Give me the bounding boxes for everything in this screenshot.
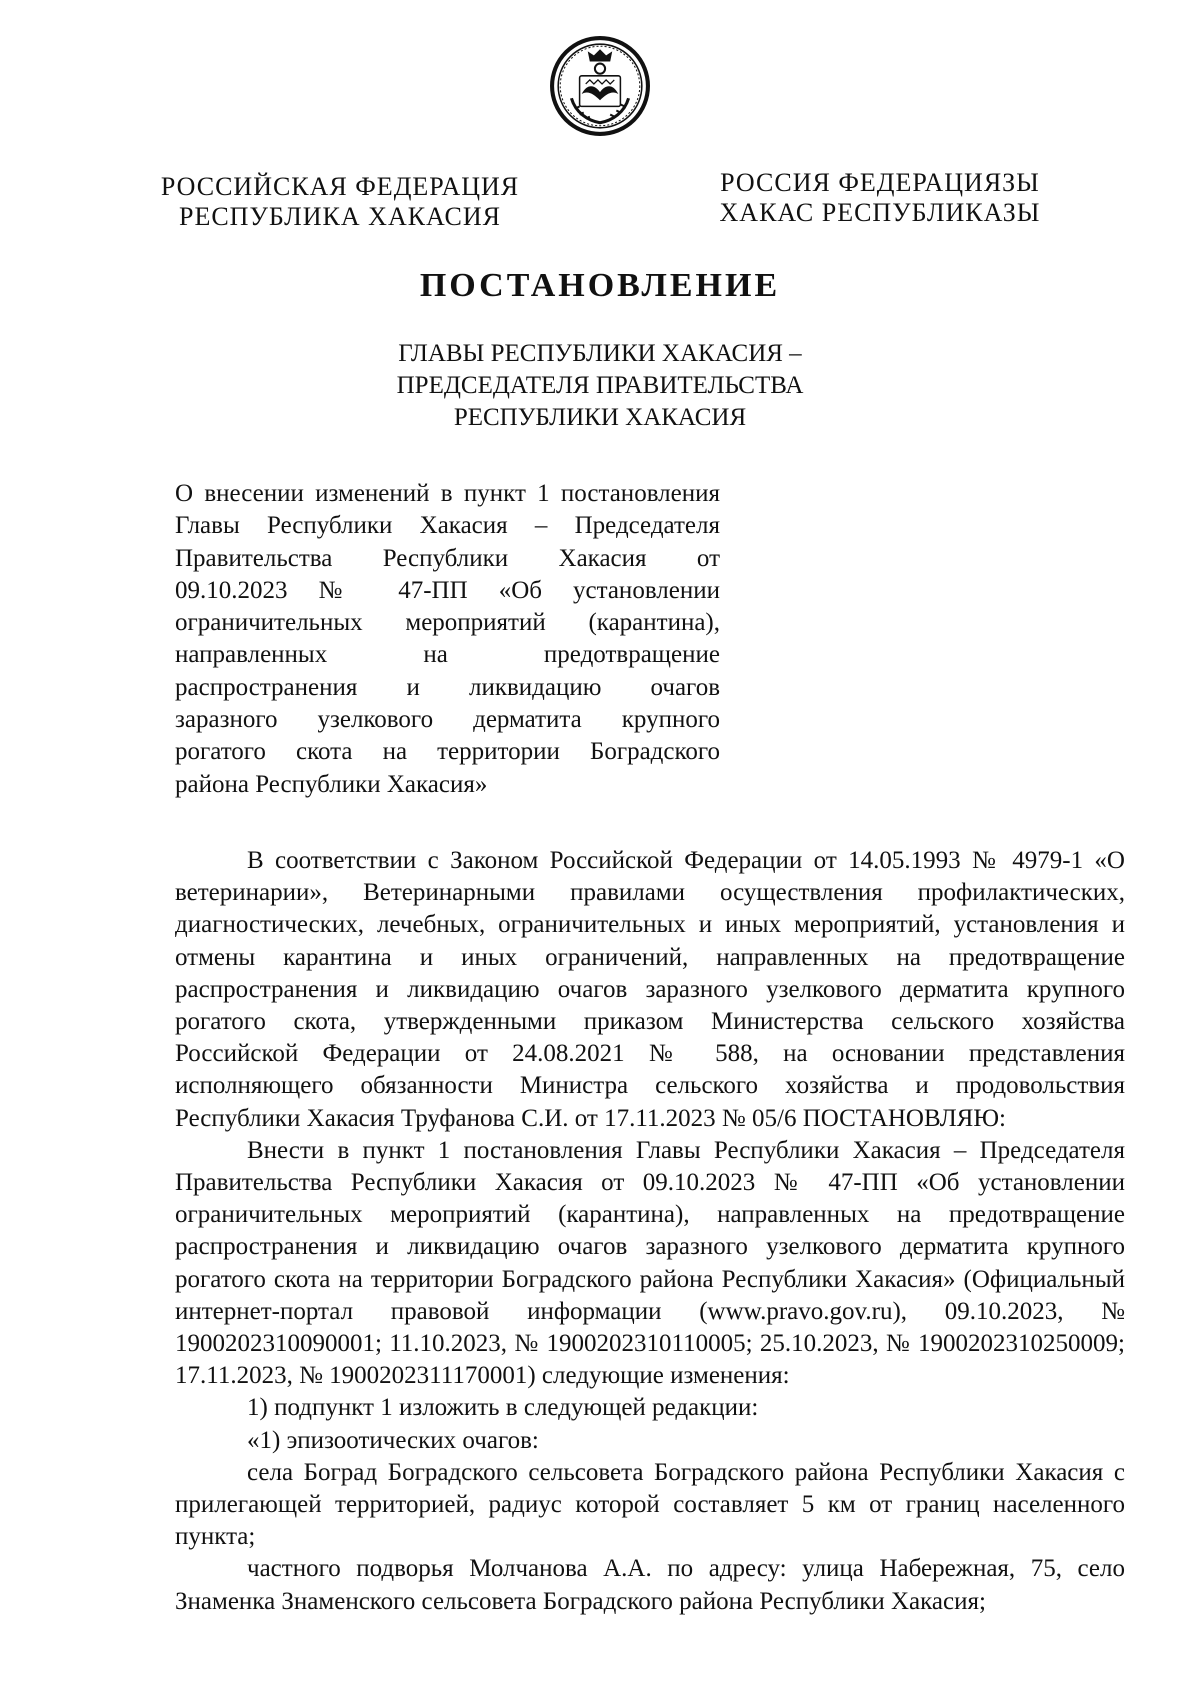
document-subtitle [300,338,900,434]
body-paragraph-foci-heading: «1) эпизоотических очагов: [247,1426,539,1454]
subject-block [175,478,720,801]
coat-of-arms-emblem [549,35,651,137]
header-right [690,168,1070,228]
subject-line: Главы Республики Хакасия – Председателя [175,512,720,540]
subtitle-line3: РЕСПУБЛИКИ ХАКАСИЯ [453,404,747,431]
document-body [175,845,1125,1618]
header-right-line1: РОССИЯ ФЕДЕРАЦИЯЗЫ [720,168,1040,197]
subtitle-line2: ПРЕДСЕДАТЕЛЯ ПРАВИТЕЛЬСТВА [396,372,804,399]
header-left [150,172,530,232]
header-left-line2: РЕСПУБЛИКА ХАКАСИЯ [178,202,501,231]
body-paragraph-subpoint: 1) подпункт 1 изложить в следующей редакции: [247,1394,759,1422]
subject-line: ограничительных мероприятий (карантина), [175,609,720,637]
header-left-line1: РОССИЙСКАЯ ФЕДЕРАЦИЯ [160,172,520,201]
body-paragraph-bograd: села Боград Боградского сельсовета Боградского района Республики Хакасия с прилегающей территорией, радиус которой составляет 5 км от границ населенного пункта; [175,1458,1125,1551]
body-paragraph-amendment: Внести в пункт 1 постановления Главы Республики Хакасия – Председателя Правительства Республики Хакасия от 09.10.2023 № 47-ПП «Об установлении ограничительных мероприятий (карантина), направленных на предотвращение распространения и ликвидацию очагов заразного узелкового дерматита крупного рогатого скота на территории Боградского района Республики Хакасия» (Официальный интернет-портал правовой информации (www.pravo.gov.ru), 09.10.2023, № 1900202310090001; 11.10.2023, № 1900202310110005; 25.10.2023, № 1900202310250009; 17.11.2023, № 1900202311170001) следующие изменения: [175,1136,1125,1390]
body-paragraph-preamble: В соответствии с Законом Российской Федерации от 14.05.1993 № 4979-1 «О ветеринарии», Ветеринарными правилами осуществления профилактических, диагностических, лечебных, ограничительных и иных мероприятий, установления и отмены карантина и иных ограничений, направленных на предотвращение распространения и ликвидацию очагов заразного узелкового дерматита крупного рогатого скота, утвержденными приказом Министерства сельского хозяйства Российской Федерации от 24.08.2021 № 588, на основании представления исполняющего обязанности Министра сельского хозяйства и продовольствия Республики Хакасия Труфанова С.И. от 17.11.2023 № 05/6 ПОСТАНОВЛЯЮ: [175,847,1125,1132]
subject-line: рогатого скота на территории Боградского [175,738,720,766]
document-title: ПОСТАНОВЛЕНИЕ [419,267,781,304]
subtitle-line1: ГЛАВЫ РЕСПУБЛИКИ ХАКАСИЯ – [398,340,802,367]
subject-line: распространения и ликвидацию очагов [175,673,720,701]
subject-line: направленных на предотвращение [175,641,720,669]
subject-line: О внесении изменений в пункт 1 постановления [175,480,720,507]
subject-line: Правительства Республики Хакасия от [175,544,720,572]
subject-line: заразного узелкового дерматита крупного [175,706,720,734]
subject-line: района Республики Хакасия» [175,770,488,798]
header-right-line2: ХАКАС РЕСПУБЛИКАЗЫ [719,198,1041,227]
body-paragraph-znamenka: частного подворья Молчанова А.А. по адресу: улица Набережная, 75, село Знаменка Знаменского сельсовета Боградского района Республики Хакасия; [175,1555,1125,1615]
subject-line: 09.10.2023 № 47-ПП «Об установлении [175,576,720,604]
